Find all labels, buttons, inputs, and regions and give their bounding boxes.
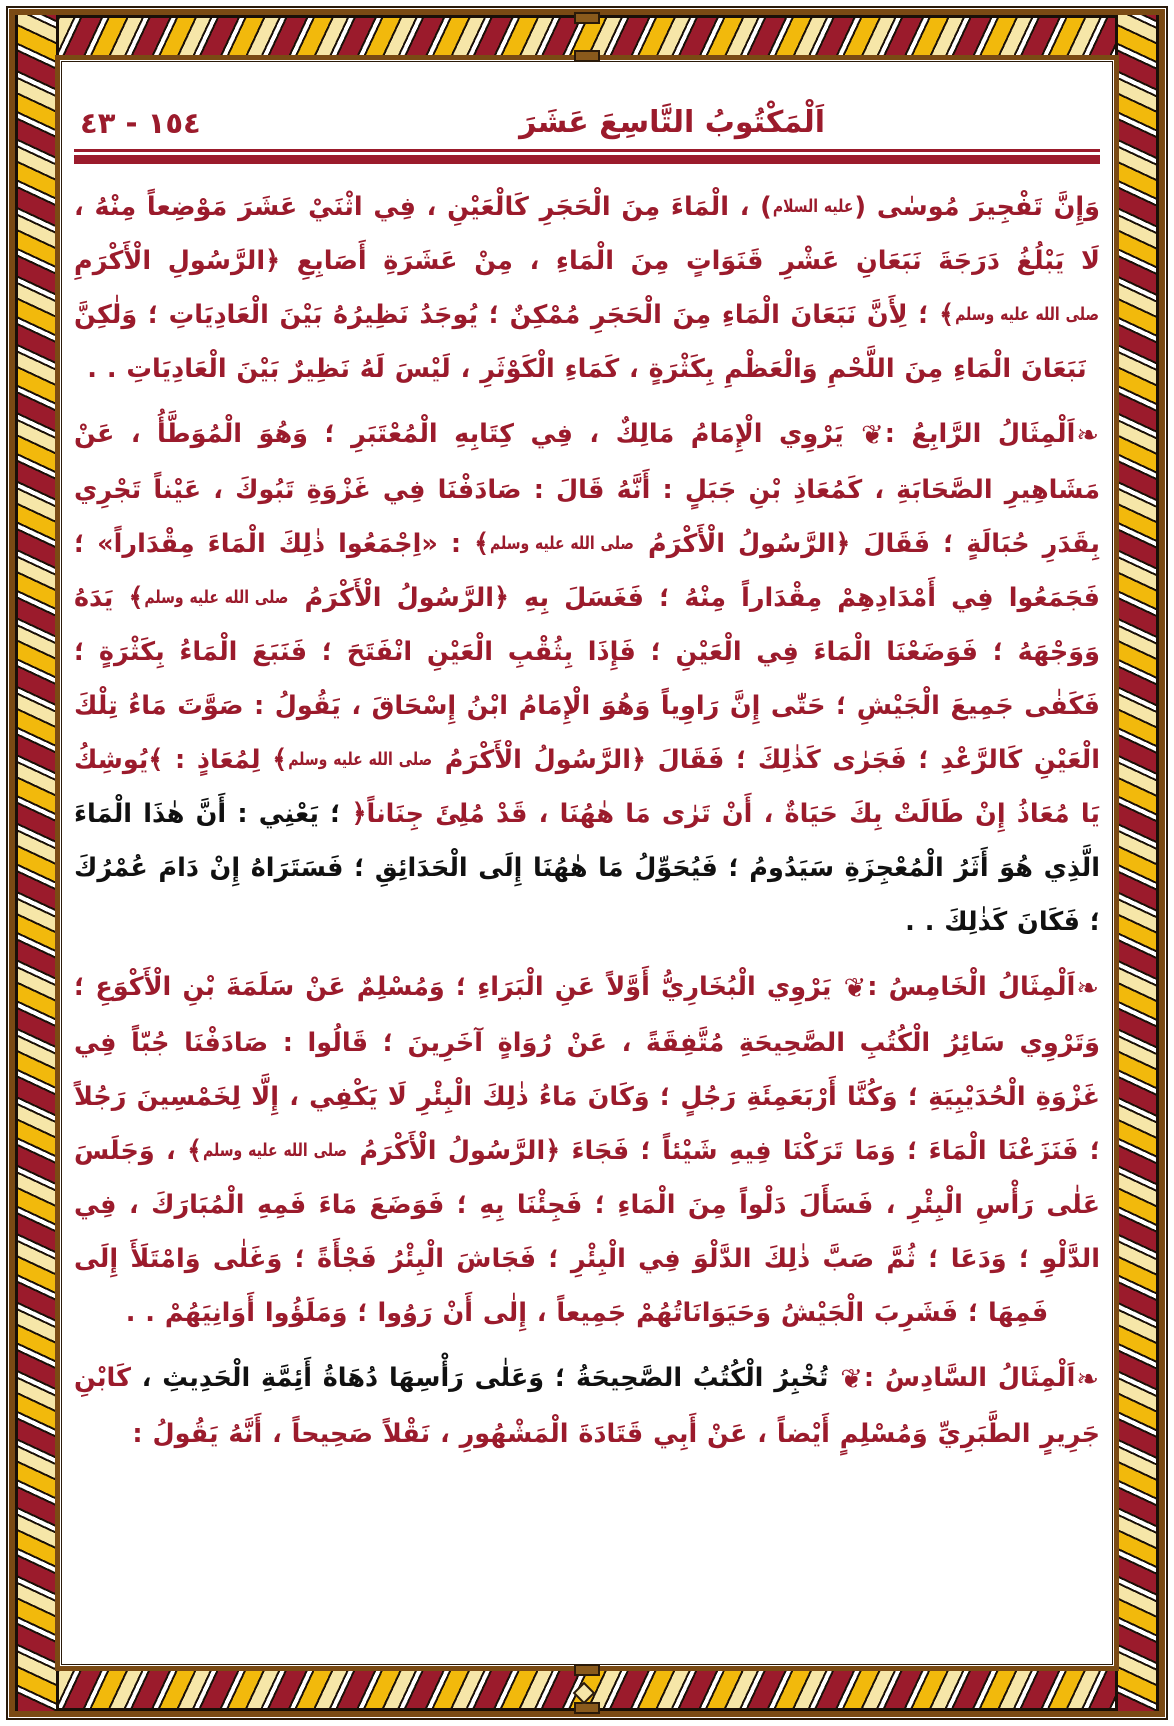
braid-ornament-right xyxy=(1115,15,1159,1711)
paragraph xyxy=(74,1351,1100,1461)
text-run-black: تُخْبِرُ الْكُتُبُ الصَّحِيحَةُ ؛ وَعَلٰى رَأْسِهَا دُهَاةُ أَئِمَّةِ الْحَدِيثِ ، xyxy=(141,1363,840,1393)
text-run-red: ﴾ ، وَجَلَسَ عَلٰى رَأْسِ الْبِئْرِ ، فَسَأَلَ دَلْواً مِنَ الْمَاءِ ؛ فَجِئْنَا بِهِ ؛ فَوَضَعَ مَاءَ فَمِهِ الْمُبَارَكَ ، فِي الدَّلْوِ ؛ وَدَعَا ؛ ثُمَّ صَبَّ ذٰلِكَ الدَّلْوَ فِي الْبِئْرِ ؛ فَجَاشَ الْبِئْرُ فَجْأَةً ؛ وَغَلٰى وَامْتَلَأَ إِلَى فَمِهَا ؛ فَشَرِبَ الْجَيْشُ وَحَيَوَانَاتُهُمْ جَمِيعاً ، إِلٰى أَنْ رَوُوا ؛ وَمَلَؤُوا أَوَانِيَهُمْ . . xyxy=(74,1136,1100,1328)
floral-ornament-icon: ❦ xyxy=(840,1364,863,1395)
floral-ornament-icon: ❦ xyxy=(861,420,884,451)
floral-ornament-icon: ❧ xyxy=(1076,973,1099,1004)
text-run-red: ﴾ لِمُعَاذٍ : ﴾يُوشِكُ يَا مُعَاذُ إِنْ طَالَتْ بِكَ حَيَاةٌ ، أَنْ تَرٰى مَا هٰهُنَا ، قَدْ مُلِئَ جِنَاناً﴿ xyxy=(74,745,1100,829)
floral-ornament-icon: ❦ xyxy=(843,973,867,1004)
border-tab-top-outer xyxy=(574,12,600,24)
section-heading-label: اَلْمِثَالُ السَّادِسُ : xyxy=(863,1363,1076,1393)
braid-ornament-left xyxy=(15,15,59,1711)
border-tab-bottom-outer xyxy=(574,1702,600,1714)
page-header xyxy=(74,72,1100,138)
honorific-seal-icon: صلى الله عليه وسلم xyxy=(203,1141,347,1161)
honorific-seal-icon: صلى الله عليه وسلم xyxy=(955,305,1099,325)
text-run-red: ﴾ ؛ لِأَنَّ نَبَعَانَ الْمَاءِ مِنَ الْحَجَرِ مُمْكِنٌ ؛ يُوجَدُ نَظِيرُهُ بَيْنَ الْعَادِيَاتِ ؛ وَلٰكِنَّ نَبَعَانَ الْمَاءِ مِنَ اللَّحْمِ وَالْعَظْمِ بِكَثْرَةٍ ، كَمَاءِ الْكَوْثَرِ ، لَيْسَ لَهُ نَظِيرٌ بَيْنَ الْعَادِيَاتِ . . xyxy=(74,300,1087,384)
floral-ornament-icon: ❧ xyxy=(1076,1364,1099,1395)
floral-ornament-icon: ❧ xyxy=(1076,420,1099,451)
paragraph xyxy=(74,407,1100,949)
section-heading-label: اَلْمِثَالُ الْخَامِسُ : xyxy=(867,972,1076,1002)
section-heading xyxy=(839,1363,1100,1393)
honorific-seal-icon: عليه السلام xyxy=(772,197,854,217)
text-run-red: يَرْوِي الْبُخَارِيُّ أَوَّلاً عَنِ الْبَرَاءِ ؛ وَمُسْلِمٌ عَنْ سَلَمَةَ بْنِ الْأَكْوَعِ ؛ وَتَرْوِي سَائِرُ الْكُتُبِ الصَّحِيحَةِ مُتَّفِقَةً ، عَنْ رُوَاةٍ آخَرِينَ ؛ قَالُوا : صَادَفْنَا جُبّاً فِي غَزْوَةِ الْحُدَيْبِيَةِ ؛ وَكُنَّا أَرْبَعَمِئَةِ رَجُلٍ ؛ وَكَانَ مَاءُ ذٰلِكَ الْبِئْرِ لَا يَكْفِي ، إِلَّا لِخَمْسِينَ رَجُلاً ؛ فَنَزَعْنَا الْمَاءَ ؛ وَمَا تَرَكْنَا فِيهِ شَيْئاً ؛ فَجَاءَ ﴿الرَّسُولُ الْأَكْرَمُ xyxy=(74,972,1100,1166)
text-run-red: وَإِنَّ تَفْجِيرَ مُوسٰى ( xyxy=(854,192,1100,222)
text-run-red: ) ، الْمَاءَ مِنَ الْحَجَرِ كَالْعَيْنِ ، فِي اثْنَيْ عَشَرَ مَوْضِعاً مِنْهُ ، لَا يَبْلُغُ دَرَجَةَ نَبَعَانِ عَشْرِ قَنَوَاتٍ مِنَ الْمَاءِ ، مِنْ عَشَرَةِ أَصَابِعِ ﴿الرَّسُولِ الْأَكْرَمِ xyxy=(74,192,1100,276)
page-title: اَلْمَكْتُوبُ التَّاسِعَ عَشَرَ xyxy=(519,105,825,140)
section-heading xyxy=(843,972,1100,1002)
body-text xyxy=(74,180,1100,1461)
honorific-seal-icon: صلى الله عليه وسلم xyxy=(144,588,289,608)
header-divider xyxy=(74,149,1100,164)
page-number: ١٥٤ - ٤٣ xyxy=(80,106,201,140)
section-heading-label: اَلْمِثَالُ الرَّابِعُ : xyxy=(884,419,1076,449)
paragraph xyxy=(74,960,1100,1340)
text-run-red: يَرْوِي الْإِمَامُ مَالِكٌ ، فِي كِتَابِهِ الْمُعْتَبَرِ ؛ وَهُوَ الْمُوَطَّأُ ، عَنْ مَشَاهِيرِ الصَّحَابَةِ ، كَمُعَاذِ بْنِ جَبَلٍ : أَنَّهُ قَالَ : صَادَفْنَا فِي غَزْوَةِ تَبُوكَ ، عَيْناً تَجْرِي بِقَدَرِ حُبَالَةٍ ؛ فَقَالَ ﴿الرَّسُولُ الْأَكْرَمُ xyxy=(74,419,1100,559)
honorific-seal-icon: صلى الله عليه وسلم xyxy=(288,750,433,770)
text-run-black: ؛ يَعْنِي : أَنَّ هٰذَا الْمَاءَ الَّذِي هُوَ أَثَرُ الْمُعْجِزَةِ سَيَدُومُ ؛ فَيُحَوِّلُ مَا هٰهُنَا إِلَى الْحَدَائِقِ ؛ فَسَتَرَاهُ إِنْ دَامَ عُمْرُكَ ؛ فَكَانَ كَذٰلِكَ . . xyxy=(74,799,1100,937)
honorific-seal-icon: صلى الله عليه وسلم xyxy=(490,534,634,554)
border-tab-bottom-inner xyxy=(574,1664,600,1676)
text-run-red: ﴾ يَدَهُ وَوَجْهَهُ ؛ فَوَضَعْنَا الْمَاءَ فِي الْعَيْنِ ؛ فَإِذَا بِثُقْبِ الْعَيْنِ انْفَتَحَ ؛ فَنَبَعَ الْمَاءُ بِكَثْرَةٍ ؛ فَكَفٰى جَمِيعَ الْجَيْشِ ؛ حَتّٰى إِنَّ رَاوِياً وَهُوَ الْإِمَامُ ابْنُ إِسْحَاقَ ، يَقُولُ : صَوَّتَ مَاءُ تِلْكَ الْعَيْنِ كَالرَّعْدِ ؛ فَجَرٰى كَذٰلِكَ ؛ فَقَالَ ﴿الرَّسُولُ الْأَكْرَمُ xyxy=(74,583,1100,775)
paragraph xyxy=(74,180,1100,396)
section-heading xyxy=(860,419,1100,449)
text-run-red: كَابْنِ جَرِيرٍ الطَّبَرِيِّ وَمُسْلِمٍ أَيْضاً ، عَنْ أَبِي قَتَادَةَ الْمَشْهُورِ ، نَقْلاً صَحِيحاً ، أَنَّهُ يَقُولُ : xyxy=(74,1363,1100,1449)
border-tab-top-inner xyxy=(574,50,600,62)
divider-rule-thick xyxy=(74,155,1100,164)
page-content xyxy=(70,72,1104,1654)
text-run-red: ﴾ : «اِجْمَعُوا ذٰلِكَ الْمَاءَ مِقْدَاراً» ؛ فَجَمَعُوا فِي أَمْدَادِهِمْ مِقْدَاراً مِنْهُ ؛ فَغَسَلَ بِهِ ﴿الرَّسُولُ الْأَكْرَمُ xyxy=(74,529,1100,613)
